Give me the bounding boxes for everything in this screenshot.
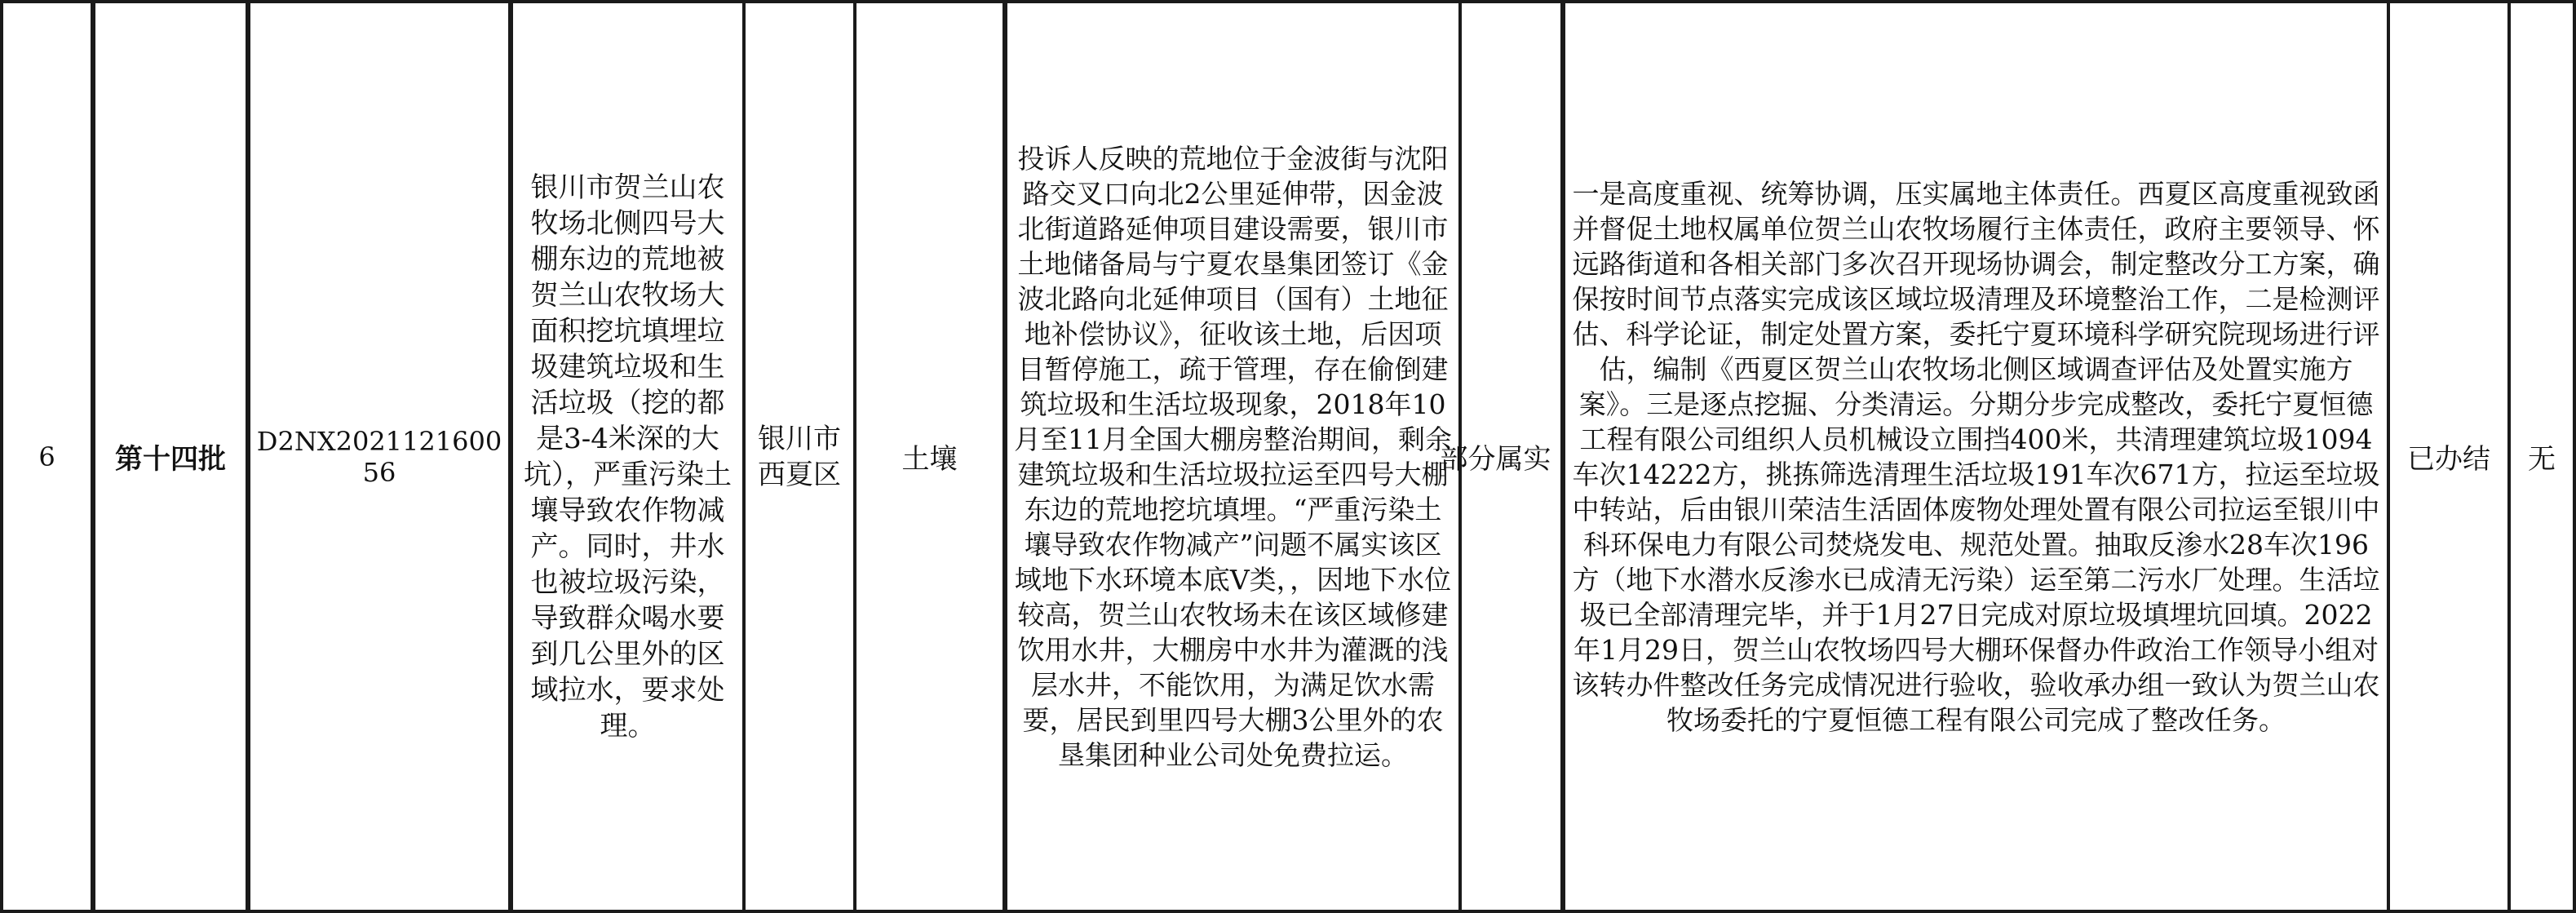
verification-status-text: 部分属实 (1440, 443, 1551, 476)
row-number: 6 (2, 2, 93, 911)
table-row (2, 2, 2574, 911)
verification-status (1440, 2, 1563, 911)
pollution-type-cell: 土壤 (855, 2, 1005, 911)
accountability-cell: 无 (2509, 2, 2574, 911)
region-cell: 银川市西夏区 (744, 2, 855, 911)
complaint-content: 银川市贺兰山农牧场北侧四号大棚东边的荒地被贺兰山农牧场大面积挖坑填埋垃圾建筑垃圾和生活垃圾（挖的都是3-4米深的大坑），严重污染土壤导致农作物减产。同时，井水也被垃圾污染，导致群众喝水要到几公里外的区域拉水，要求处理。 (511, 2, 744, 911)
complaint-code: D2NX202112160056 (248, 2, 511, 911)
completion-status: 已办结 (2388, 2, 2509, 911)
batch-cell: 第十四批 (93, 2, 248, 911)
investigation-result: 投诉人反映的荒地位于金波街与沈阳路交叉口向北2公里延伸带，因金波北街道路延伸项目建设需要，银川市土地储备局与宁夏农垦集团签订《金波北路向北延伸项目（国有）土地征地补偿协议》，征收该土地，后因项目暂停施工，疏于管理，存在偷倒建筑垃圾和生活垃圾现象，2018年10月至11月全国大棚房整治期间，剩余建筑垃圾和生活垃圾拉运至四号大棚东边的荒地挖坑填埋。“严重污染土壤导致农作物减产”问题不属实该区域地下水环境本底Ⅴ类，，因地下水位较高，贺兰山农牧场未在该区域修建饮用水井，大棚房中水井为灌溉的浅层水井，不能饮用，为满足饮水需要，居民到里四号大棚3公里外的农垦集团种业公司处免费拉运。 (1005, 2, 1460, 911)
rectification-measures: 一是高度重视、统筹协调，压实属地主体责任。西夏区高度重视致函并督促土地权属单位贺兰山农牧场履行主体责任，政府主要领导、怀远路街道和各相关部门多次召开现场协调会，制定整改分工方案，确保按时间节点落实完成该区域垃圾清理及环境整治工作，二是检测评估、科学论证，制定处置方案，委托宁夏环境科学研究院现场进行评估，编制《西夏区贺兰山农牧场北侧区域调查评估及处置实施方案》。三是逐点挖掘、分类清运。分期分步完成整改，委托宁夏恒德工程有限公司组织人员机械设立围挡400米，共清理建筑垃圾1094车次14222方，挑拣筛选清理生活垃圾191车次671方，拉运至垃圾中转站，后由银川荣洁生活固体废物处理处置有限公司拉运至银川中科环保电力有限公司焚烧发电、规范处置。抽取反渗水28车次196方（地下水潜水反渗水已成清无污染）运至第二污水厂处理。生活垃圾已全部清理完毕，并于1月27日完成对原垃圾填埋坑回填。2022年1月29日，贺兰山农牧场四号大棚环保督办件政治工作领导小组对该转办件整改任务完成情况进行验收，验收承办组一致认为贺兰山农牧场委托的宁夏恒德工程有限公司完成了整改任务。 (1563, 2, 2388, 911)
